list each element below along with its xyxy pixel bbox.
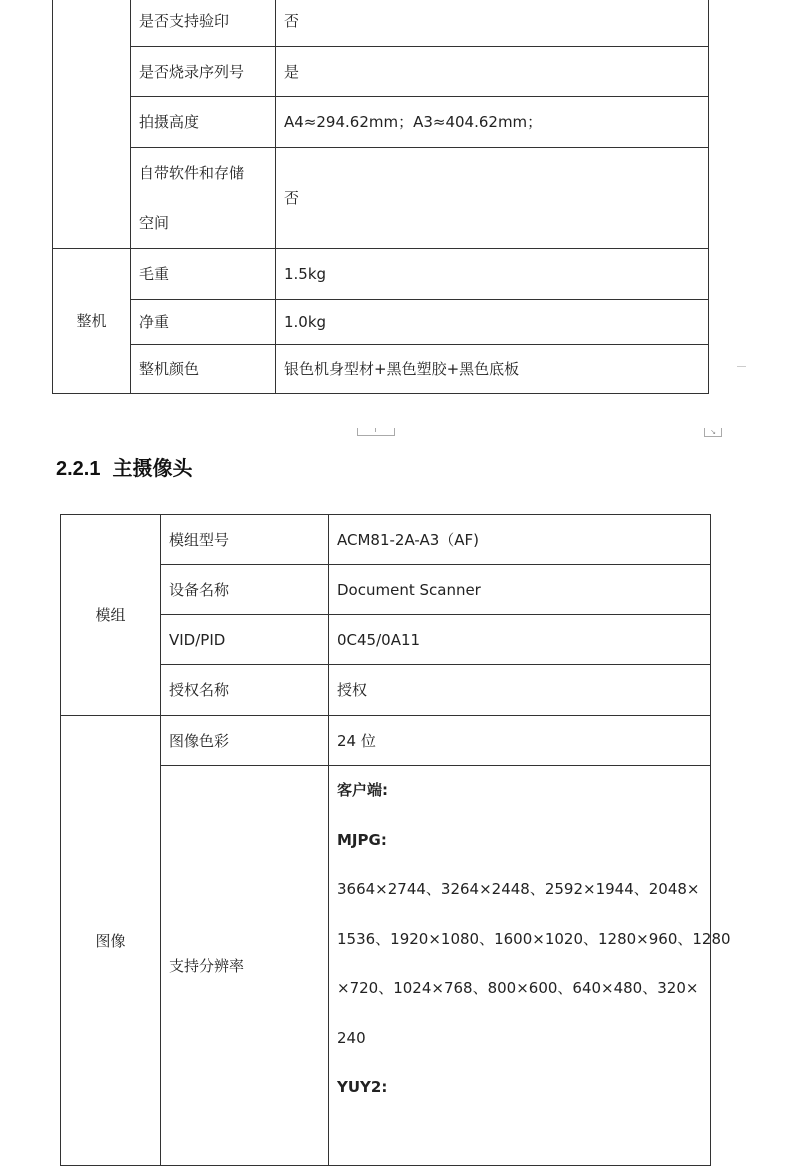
- row-value: 1.0kg: [276, 300, 709, 345]
- row-label: 是否烧录序列号: [131, 47, 276, 97]
- row-label: 设备名称: [161, 565, 329, 615]
- row-label: 模组型号: [161, 515, 329, 565]
- row-label: 授权名称: [161, 665, 329, 716]
- group-cell-image: 图像: [61, 716, 161, 1166]
- row-label: 支持分辨率: [161, 766, 329, 1166]
- row-label: 图像色彩: [161, 716, 329, 766]
- row-label-line: 空间: [139, 214, 170, 232]
- row-label: 毛重: [131, 249, 276, 300]
- margin-mark: [737, 366, 746, 367]
- group-cell-empty: [53, 0, 131, 249]
- row-value: 24 位: [329, 716, 711, 766]
- resolution-line: ×720、1024×768、800×600、640×480、320×: [337, 979, 699, 997]
- row-label: VID/PID: [161, 615, 329, 665]
- row-value: 1.5kg: [276, 249, 709, 300]
- row-label: 是否支持验印: [131, 0, 276, 47]
- resolution-cell: [329, 766, 731, 1166]
- yuy2-label: YUY2:: [337, 1078, 388, 1096]
- row-value: Document Scanner: [329, 565, 711, 615]
- row-value: 是: [276, 47, 709, 97]
- resolution-line: 240: [337, 1028, 366, 1047]
- spec-table-general: [52, 0, 709, 394]
- client-label: 客户端:: [337, 781, 388, 799]
- section-title: 主摄像头: [112, 458, 193, 480]
- row-label-line: 自带软件和存储: [139, 164, 245, 182]
- resolution-line: 1536、1920×1080、1600×1020、1280×960、1280: [337, 929, 731, 948]
- section-heading: [56, 452, 192, 481]
- row-value: 授权: [329, 665, 711, 716]
- group-cell-module: 模组: [61, 515, 161, 716]
- row-value: A4≈294.62mm；A3≈404.62mm；: [276, 97, 709, 148]
- row-label-multiline: [131, 148, 276, 249]
- mjpg-label: MJPG:: [337, 830, 387, 849]
- row-label: 净重: [131, 300, 276, 345]
- row-value: 否: [276, 148, 709, 249]
- row-value: ACM81-2A-A3（AF): [329, 515, 711, 565]
- section-number: 2.2.1: [56, 458, 101, 480]
- section-break-mark: [357, 428, 395, 436]
- corner-mark-icon: ↘: [704, 428, 722, 437]
- row-label: 拍摄高度: [131, 97, 276, 148]
- resolution-line: 3664×2744、3264×2448、2592×1944、2048×: [337, 880, 700, 898]
- row-value: 银色机身型材+黑色塑胶+黑色底板: [276, 345, 709, 394]
- spec-table-main-camera: [60, 514, 731, 1166]
- row-value: 0C45/0A11: [329, 615, 711, 665]
- row-value: 否: [276, 0, 709, 47]
- group-cell-machine: 整机: [53, 249, 131, 394]
- row-label: 整机颜色: [131, 345, 276, 394]
